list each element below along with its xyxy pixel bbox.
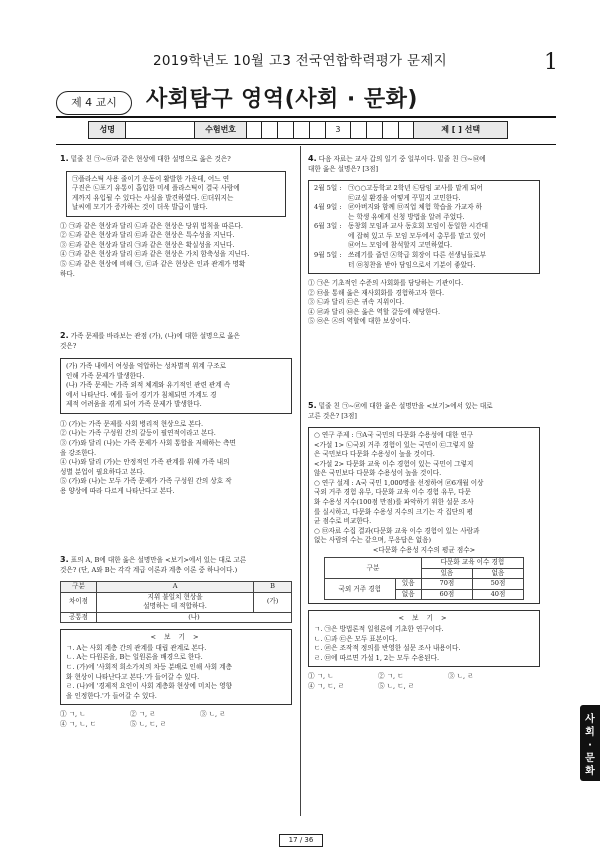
table-cell: 60점 [421,589,472,600]
exam-number-label: 수험번호 [195,122,246,138]
question-stem: 대한 옳은 설명은? [3점] [308,164,379,173]
column-divider [300,146,301,816]
passage-line: 게까지 유입될 수 있다는 사실을 발견하였다. ㉢더워지는 [72,193,234,202]
diary-line: 는 학생 유예게 신청 방법을 알려 주었다. [348,212,465,221]
question-stem: 밑줄 친 ㉠~㉤과 같은 현상에 대한 설명으로 옳은 것은? [70,155,231,163]
question-stem: 것은? (단, A와 B는 각각 계급 이론과 계층 이론 중 하나이다.) [60,565,238,574]
table-header: 있음 [421,568,472,579]
research-design: 화 수용성 지수(100점 만점)를 파악하기 위한 설문 조사 [314,497,474,506]
table-header: A [97,582,254,593]
diary-date: 4월 9일 : [314,203,342,212]
table-row-label: 공통점 [61,612,97,623]
diary-entry [314,203,534,222]
exam-digit-fixed: 3 [326,122,352,138]
hypothesis-2: 않은 국민보다 다문화 수용성이 높을 것이다. [314,469,442,478]
bogi-box [60,629,292,705]
table-cell: 있음 [395,579,421,590]
answer-option[interactable]: ③ (가)와 달리 (나)는 가족 문제가 사회 통합을 저해하는 측면 [60,438,236,447]
table-cell: 40점 [472,589,523,600]
bogi-item: 을 인정한다.'가 들어갈 수 있다. [66,691,157,700]
side-tab-char: 회 [585,727,595,738]
question-stem: 고른 것은? [3점] [308,411,357,420]
bogi-item: ㄴ. ㉡과 ㉢은 모두 표본이다. [314,634,398,643]
answer-option[interactable]: ④ (나)와 달리 (가)는 안정적인 가족 관계를 위해 가족 내의 [60,458,230,467]
question-4 [308,153,540,327]
diary-date: 2월 5일 : [314,184,342,193]
answer-option-cont: 을 강조한다. [60,448,97,457]
question-number: 1. [60,154,69,163]
subject-side-tab [580,705,600,781]
answer-option[interactable]: ⑤ ㉡과 같은 현상에 비해 ㉠, ㉢과 같은 현상은 인과 관계가 명확 [60,259,246,268]
exam-digit-box[interactable] [262,122,278,138]
passage-line: 제적 어려움을 겪게 되어 가족 문제가 발생한다. [66,400,202,409]
name-label: 성명 [89,122,126,138]
comparison-table [60,581,292,623]
passage-box [66,171,286,217]
answer-option[interactable]: ① ㉠과 같은 현상과 달리 ㉡과 같은 현상은 당위 법칙을 따른다. [60,221,243,230]
exam-digit-box[interactable] [351,122,367,138]
table-header: 다문화 교육 이수 경험 [421,558,523,569]
table-header: 구분 [61,582,97,593]
header-rule [56,116,556,118]
research-box [308,427,540,604]
bogi-item: ㄹ. ㉤에 따르면 가설 1, 2는 모두 수용된다. [314,653,440,662]
answer-option[interactable]: ⑤ ㉧은 ㉦의 역할에 대한 보상이다. [308,317,411,326]
diary-line: ㉢교실 환경을 어떻게 꾸밀지 고민한다. [348,193,461,202]
answer-option[interactable]: ① ㉠은 기초적인 수준의 사회화를 담당하는 기관이다. [308,279,464,288]
question-stem: 표의 A, B에 대한 옳은 설명만을 <보기>에서 있는 대로 고른 [70,556,247,564]
bogi-item: ㄱ. A는 사회 계층 간의 관계를 대립 관계로 본다. [66,643,207,652]
diary-line: 에 잡혀 있고 두 모임 모두에서 총무를 맡고 있어 [348,231,486,240]
question-number: 2. [60,331,69,340]
research-result: ○ ㉤자료 수집 결과(다문화 교육 이수 경험이 있는 사람과 [314,526,480,535]
diary-line: ㉣아버지와 함께 ㉤직업 체험 학습을 가교자 하 [348,203,483,212]
answer-option[interactable]: ② ㄱ, ㄹ [130,710,156,719]
diary-entry [314,251,534,270]
answer-option[interactable]: ① ㄱ, ㄴ [60,710,86,719]
answer-choices [308,672,540,691]
table-cell: 50점 [472,579,523,590]
exam-digit-box[interactable] [310,122,326,138]
choice-label: 제 [ ] 선택 [414,122,507,138]
table-cell: (가) [254,592,292,612]
answer-option-cont: 용 양상에 따라 다르게 나타난다고 본다. [60,486,175,495]
answer-option-cont: 성별 분업이 필요하다고 본다. [60,467,145,476]
question-stem: 가족 문제를 바라보는 관점 (가), (나)에 대한 설명으로 옳은 [70,332,241,340]
answer-option[interactable]: ② ㉡과 같은 현상과 달리 ㉢과 같은 현상은 특수성을 지닌다. [60,231,235,240]
table-cell: 지위 불일치 현상을 [147,592,203,601]
question-stem: 다음 자료는 교사 갑의 일기 중 일부이다. 밑줄 친 ㉠~㉥에 [318,155,486,163]
answer-option[interactable]: ② (나)는 가족 구성원 간의 갈등이 필연적이라고 본다. [60,429,216,438]
answer-option[interactable]: ② ㉤을 통해 옳은 재사회화를 경험하고자 한다. [308,288,445,297]
score-table [324,557,524,600]
answer-option[interactable]: ④ ㉣과 달리 ㉥은 옳은 역할 갈등에 해당한다. [308,307,441,316]
answer-option[interactable]: ③ ㄴ, ㄹ [200,710,226,719]
page-number: 1 [544,50,558,75]
bogi-header: < 보 기 > [150,633,202,642]
research-design: ○ 연구 설계 : A국 국민 1,000명을 선정하여 ㉣6개월 이상 [314,478,484,487]
answer-option[interactable]: ① (가)는 가족 문제를 사회 병리적 현상으로 본다. [60,419,204,428]
question-stem: 것은? [60,341,77,350]
passage-line: (나) 가족 문제는 가족 외적 체계와 유기적인 관련 관계 속 [66,381,231,390]
question-number: 3. [60,555,69,564]
side-tab-char: 사 [585,714,595,725]
table-row-label: 차이점 [61,592,97,612]
bogi-item: ㄷ. (가)에 '사회적 희소가치의 차등 분배로 인해 사회 계층 [66,662,232,671]
question-number: 5. [308,401,317,410]
diary-box [308,180,540,274]
passage-line: 에서 나타난다. 예를 들어 경기가 침체되면 가계도 경 [66,390,217,399]
research-design: 를 실시하고, 다문화 수용성 지수의 크기는 각 집단의 평 [314,507,473,516]
diary-line: 동창회 모임과 교사 동호회 모임이 동일한 시간대 [348,222,488,231]
exam-digit-box[interactable] [399,122,415,138]
passage-line: 날씨에 모기가 증가하는 것이 더욱 발급이 많다. [72,203,208,212]
research-design: 국외 거주 경험 유무, 다문화 교육 이수 경험 유무, 다문 [314,488,471,497]
info-rule [56,144,556,145]
passage-line: 구진은 ㉡포기 유통이 흡입한 미세 플라스틱이 결국 사람에 [72,184,240,193]
diary-line: ㉠○○고등학교 2학년 ㉡담임 교사를 맡게 되어 [348,184,483,193]
diary-line: ㉥어느 모임에 참석할지 고민하였다. [348,241,453,250]
research-result: 없는 사람의 수는 같으며, 무응답은 없음) [314,536,432,545]
student-info-row [88,121,508,139]
passage-line: 인해 가족 문제가 발생한다. [66,371,145,380]
exam-digit-box[interactable] [247,122,263,138]
hypothesis-1: 은 국민보다 다문화 수용성이 높을 것이다. [314,450,435,459]
question-1 [60,153,292,279]
answer-option[interactable]: ⑤ (가)와 (나)는 모두 가족 문제가 가족 구성원 간의 상호 작 [60,477,232,486]
research-design: 균 점수로 비교한다. [314,517,372,526]
answer-option[interactable]: ② ㄱ, ㄷ [378,672,404,681]
diary-date: 6월 3일 : [314,222,342,231]
exam-digit-box[interactable] [294,122,310,138]
name-field[interactable] [126,122,195,138]
answer-option[interactable]: ④ ㄱ, ㄴ, ㄷ [60,719,97,728]
question-3 [60,554,292,729]
question-5 [308,400,540,691]
total-pages: 36 [304,836,314,844]
passage-line: ㉠플라스틱 사용 줄이기 운동이 활발한 가운데, 어느 연 [72,174,230,183]
question-stem: 밑줄 친 ㉠~㉣에 대한 옳은 설명만을 <보기>에서 있는 대로 [318,402,493,410]
answer-option[interactable]: ③ ㄴ, ㄹ [448,672,474,681]
current-page: 17 [288,836,298,844]
answer-option[interactable]: ⑤ ㄴ, ㄷ, ㄹ [130,719,167,728]
table-row-label: 국외 거주 경험 [325,579,396,600]
exam-digit-box[interactable] [278,122,294,138]
hypothesis-1: <가설 1> ㉡국외 거주 경험이 있는 국민이 ㉢그렇지 않 [314,440,474,449]
diary-entry [314,222,534,251]
side-tab-char: 화 [585,766,595,777]
bogi-item: ㄷ. ㉣은 조작적 정의를 반영한 설문 조사 내용이다. [314,644,461,653]
table-cell: 70점 [421,579,472,590]
bogi-item: ㄴ. A는 다원론을, B는 일원론을 배경으로 한다. [66,653,203,662]
side-tab-char: · [588,740,592,751]
question-2 [60,330,292,496]
passage-box [60,358,292,414]
bogi-header: < 보 기 > [398,614,450,623]
diary-date: 9월 5일 : [314,250,342,259]
subject-title: 사회탐구 영역(사회 · 문화) [146,87,418,112]
bogi-item: ㄱ. ㉠은 방법론적 일원론에 기초한 연구이다. [314,624,444,633]
question-number: 4. [308,154,317,163]
exam-title: 2019학년도 10월 고3 전국연합학력평가 문제지 [152,53,448,69]
answer-choices [60,710,292,729]
table-cell: (나) [97,612,292,623]
answer-option[interactable]: ⑤ ㄴ, ㄷ, ㄹ [378,681,415,690]
table-cell: 없음 [395,589,421,600]
answer-option[interactable]: ④ ㉠과 같은 현상과 달리 ㉢과 같은 현상은 가치 함축성을 지닌다. [60,250,250,259]
answer-option-cont: 하다. [60,269,75,278]
hypothesis-2: <가설 2> 다문화 교육 이수 경험이 있는 국민이 그렇지 [314,459,474,468]
diary-entry [314,184,534,203]
diary-line: 터 ㉧칭찬을 받아 담임으로서 기분이 좋았다. [348,260,476,269]
exam-digit-box[interactable] [383,122,399,138]
table-header: 없음 [472,568,523,579]
exam-digit-box[interactable] [367,122,383,138]
answer-option[interactable]: ④ ㄱ, ㄷ, ㄹ [308,681,345,690]
side-tab-char: 문 [585,753,595,764]
answer-option[interactable]: ① ㄱ, ㄴ [308,672,334,681]
answer-option[interactable]: ③ ㉢과 같은 현상과 달리 ㉠과 같은 현상은 확실성을 지닌다. [60,240,235,249]
research-topic: ○ 연구 주제 : ㉠A국 국민의 다문화 수용성에 대한 연구 [314,431,474,440]
table-caption: <다문화 수용성 지수의 평균 점수> [372,545,476,554]
table-cell: 설명하는 데 적합하다. [143,602,207,611]
page-counter: 17 / 36 [279,834,323,847]
bogi-item: ㄹ. (나)에 '경제적 요인이 사회 계층화 현상에 미치는 영향 [66,682,232,691]
diary-line: 쓰레기를 줍던 ㉦학급 회장이 다른 선생님들로부 [348,250,487,259]
answer-option[interactable]: ③ ㉡과 달리 ㉢은 귀속 지위이다. [308,298,405,307]
passage-line: (가) 가족 내에서 여성을 억압하는 성차별적 위계 구조로 [66,362,226,371]
bogi-item: 화 현상이 나타난다고 본다.'가 들어갈 수 있다. [66,672,200,681]
period-badge: 제 4 교시 [56,91,132,115]
table-header: B [254,582,292,593]
bogi-box [308,610,540,667]
table-header: 구분 [325,558,422,579]
